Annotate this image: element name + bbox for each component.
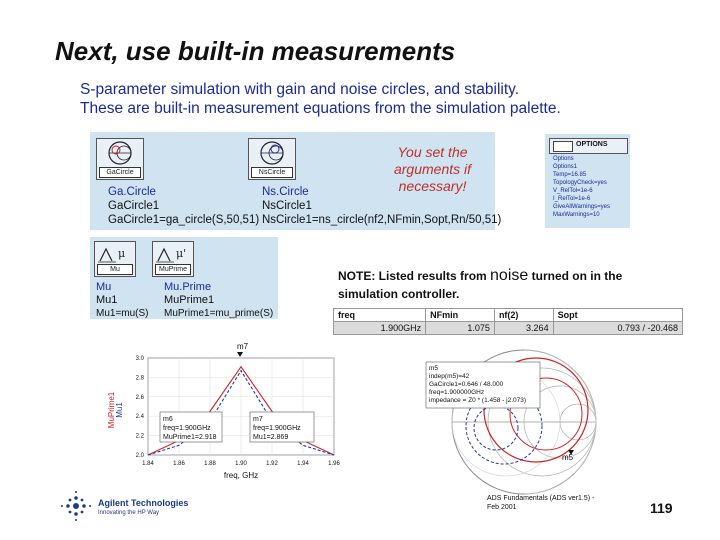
m5-readout-box xyxy=(426,362,540,408)
y-axis-label-mu: Mu1 xyxy=(115,402,124,418)
ns-circle-equation: NsCircle1=ns_circle(nf2,NFmin,Sopt,Rn/50,51) xyxy=(262,214,502,226)
svg-text:μ': μ' xyxy=(176,247,187,260)
m7-readout-box xyxy=(250,412,314,442)
header-sopt: Sopt xyxy=(553,309,682,322)
y-tick-label: 2.2 xyxy=(135,433,144,440)
options-line: Temp=16.85 xyxy=(553,172,587,178)
slide-subtitle xyxy=(80,80,561,118)
m5-readout-line: indep(m5)=42 xyxy=(429,373,470,380)
muprime-instance: MuPrime1 xyxy=(164,294,215,306)
course-footer: ADS Fundamentals (ADS ver1.5) - Feb 2001 xyxy=(487,495,595,511)
m7-readout-line: freq=1.900GHz xyxy=(253,425,301,432)
mu-instance: Mu1 xyxy=(96,294,118,306)
header-nfmin: NFmin xyxy=(426,309,495,322)
y-tick-label: 3.0 xyxy=(135,356,144,362)
muprime-name: Mu.Prime xyxy=(164,281,212,293)
noise-note-post: turned on in the simulation controller. xyxy=(338,269,623,301)
y-tick-label: 2.4 xyxy=(135,414,144,421)
options-header xyxy=(549,138,628,154)
table-header-row xyxy=(334,309,683,322)
page-number: 119 xyxy=(650,500,673,516)
options-line: I_RelTol=1e-6 xyxy=(553,196,591,202)
x-tick-label: 1.94 xyxy=(297,461,309,467)
noise-results-table xyxy=(333,308,683,335)
header-nf2: nf(2) xyxy=(494,309,553,322)
m7-readout-line: m7 xyxy=(253,416,263,423)
y-tick-label: 2.6 xyxy=(135,394,144,401)
ga-circle-equation: GaCircle1=ga_circle(S,50,51) xyxy=(108,214,260,226)
m6-readout-line: freq=1.900GHz xyxy=(163,425,211,432)
cell-nf2: 3.264 xyxy=(494,322,553,335)
smith-chart-icon xyxy=(98,140,142,168)
smith-chart xyxy=(396,348,666,496)
company-tagline: Innovating the HP Way xyxy=(98,510,160,516)
nscircle-caption: NsCircle xyxy=(251,167,293,178)
muprime-palette-button[interactable] xyxy=(152,241,194,277)
ns-circle-instance: NsCircle1 xyxy=(262,200,312,212)
x-tick-label: 1.84 xyxy=(142,461,154,467)
mu-name: Mu xyxy=(96,281,112,293)
ns-circle-name: Ns.Circle xyxy=(262,186,309,198)
marker-label-m5: m5 xyxy=(562,453,574,462)
company-name: Agilent Technologies xyxy=(98,498,189,508)
options-panel xyxy=(545,134,630,228)
cell-nfmin: 1.075 xyxy=(426,322,495,335)
smith-chart-icon xyxy=(250,140,294,168)
options-line: Options1 xyxy=(553,164,578,170)
stability-palette-panel xyxy=(90,237,278,319)
mu-equation: Mu1=mu(S) xyxy=(96,308,149,319)
m5-readout-line: m5 xyxy=(429,365,439,372)
arguments-note: You set the arguments if necessary! xyxy=(393,144,472,194)
y-tick-label: 2.8 xyxy=(135,375,144,382)
noise-note-pre: NOTE: Listed results from xyxy=(338,269,491,283)
x-tick-label: 1.96 xyxy=(328,461,340,467)
subtitle-line-2: These are built-in measurement equations from the simulation palette. xyxy=(80,100,561,117)
m7-readout-line: Mu1=2.869 xyxy=(253,434,289,441)
options-title: OPTIONS xyxy=(576,141,608,148)
x-tick-label: 1.90 xyxy=(235,461,247,467)
options-icon xyxy=(553,141,573,152)
m6-readout-line: m6 xyxy=(163,416,173,423)
m6-readout-box xyxy=(160,412,222,442)
options-line: GiveAllWarnings=yes xyxy=(553,204,610,210)
y-tick-label: 2.0 xyxy=(135,453,144,459)
noise-note xyxy=(338,267,668,303)
table-row xyxy=(334,322,683,335)
x-axis-label: freq, GHz xyxy=(223,471,259,480)
options-line: MaxWarnings=10 xyxy=(553,212,600,218)
m5-readout-line: GaCircle1=0.646 / 48.000 xyxy=(429,381,504,388)
svg-text:μ: μ xyxy=(118,247,126,260)
y-axis-label-muprime: MuPrime1 xyxy=(107,391,116,429)
gacircle-palette-button[interactable] xyxy=(96,138,144,180)
marker-label-m7: m7 xyxy=(237,342,249,351)
mu-caption: Mu xyxy=(97,264,133,275)
ga-circle-name: Ga.Circle xyxy=(108,186,156,198)
nscircle-palette-button[interactable] xyxy=(248,138,296,180)
marker-m7-triangle xyxy=(237,352,243,357)
cell-freq: 1.900GHz xyxy=(334,322,426,335)
m6-readout-line: MuPrime1=2.918 xyxy=(163,434,217,441)
mu-palette-button[interactable] xyxy=(94,241,136,277)
cell-sopt: 0.793 / -20.468 xyxy=(553,322,682,335)
options-line: V_RelTol=1e-6 xyxy=(553,188,593,194)
m5-readout-line: freq=1.900000GHz xyxy=(429,389,485,396)
x-tick-label: 1.92 xyxy=(266,461,278,467)
agilent-spark-icon xyxy=(60,490,92,522)
noise-note-word: noise xyxy=(490,267,529,284)
header-freq: freq xyxy=(334,309,426,322)
options-line: TopologyCheck=yes xyxy=(553,180,607,186)
options-line: Options xyxy=(553,156,574,162)
x-tick-label: 1.88 xyxy=(204,461,216,467)
muprime-equation: MuPrime1=mu_prime(S) xyxy=(164,308,274,319)
ga-circle-instance: GaCircle1 xyxy=(108,200,160,212)
subtitle-line-1: S-parameter simulation with gain and noise circles, and stability. xyxy=(80,81,520,98)
stability-plot xyxy=(100,340,345,480)
gacircle-caption: GaCircle xyxy=(99,167,141,178)
x-tick-label: 1.86 xyxy=(173,461,185,467)
company-logo xyxy=(60,490,210,522)
slide-title: Next, use built-in measurements xyxy=(55,36,456,66)
muprime-caption: MuPrime xyxy=(155,264,191,275)
stability-graph-icon xyxy=(154,243,192,265)
stability-graph-icon xyxy=(96,243,134,265)
m5-readout-line: impedance = Z0 * (1.458 - j2.073) xyxy=(429,397,527,404)
